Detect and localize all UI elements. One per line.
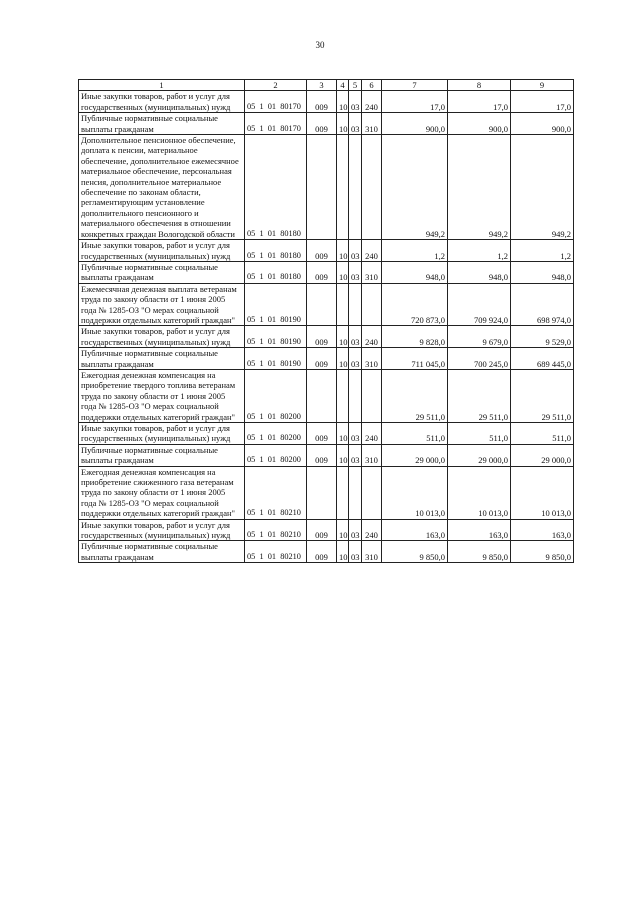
row-ministry-cell: 009	[307, 444, 337, 466]
row-amount-year2-cell: 10 013,0	[448, 466, 511, 519]
row-amount-year3-cell: 900,0	[511, 113, 574, 135]
row-code-cell: 05 1 01 80200	[245, 369, 307, 422]
table-row	[79, 135, 574, 240]
table-row	[79, 261, 574, 283]
row-section-cell: 10	[337, 91, 349, 113]
col-header: 7	[382, 80, 448, 91]
row-name-cell: Ежегодная денежная компенсация на приобретение твердого топлива ветеранам труда по закону области от 1 июня 2005 года № 1285-ОЗ "О мерах социальной поддержки отдельных категорий граждан"	[79, 369, 245, 422]
table-row	[79, 444, 574, 466]
row-expense-type-cell: 240	[362, 423, 382, 445]
row-subsection-cell: 03	[349, 348, 362, 370]
row-subsection-cell: 03	[349, 91, 362, 113]
budget-table	[78, 79, 574, 563]
row-amount-year1-cell: 511,0	[382, 423, 448, 445]
row-expense-type-cell	[362, 283, 382, 326]
row-ministry-cell	[307, 369, 337, 422]
row-section-cell	[337, 283, 349, 326]
table-row	[79, 519, 574, 541]
row-ministry-cell: 009	[307, 423, 337, 445]
row-amount-year3-cell: 1,2	[511, 240, 574, 262]
row-subsection-cell	[349, 135, 362, 240]
table-row	[79, 423, 574, 445]
row-amount-year2-cell: 948,0	[448, 261, 511, 283]
page-number: 30	[315, 40, 325, 50]
row-amount-year2-cell: 511,0	[448, 423, 511, 445]
row-subsection-cell: 03	[349, 113, 362, 135]
row-name-cell: Публичные нормативные социальные выплаты гражданам	[79, 261, 245, 283]
row-amount-year2-cell: 29 511,0	[448, 369, 511, 422]
row-code-cell: 05 1 01 80190	[245, 348, 307, 370]
row-ministry-cell: 009	[307, 240, 337, 262]
row-code-cell: 05 1 01 80210	[245, 541, 307, 563]
row-amount-year3-cell: 689 445,0	[511, 348, 574, 370]
row-section-cell	[337, 135, 349, 240]
row-amount-year2-cell: 709 924,0	[448, 283, 511, 326]
row-amount-year3-cell: 29 511,0	[511, 369, 574, 422]
row-subsection-cell: 03	[349, 541, 362, 563]
row-name-cell: Иные закупки товаров, работ и услуг для государственных (муниципальных) нужд	[79, 519, 245, 541]
row-amount-year3-cell: 163,0	[511, 519, 574, 541]
row-section-cell: 10	[337, 113, 349, 135]
row-code-cell: 05 1 01 80190	[245, 326, 307, 348]
row-expense-type-cell	[362, 466, 382, 519]
row-expense-type-cell: 240	[362, 240, 382, 262]
row-section-cell: 10	[337, 519, 349, 541]
row-expense-type-cell: 310	[362, 444, 382, 466]
col-header: 5	[349, 80, 362, 91]
col-header: 9	[511, 80, 574, 91]
row-amount-year1-cell: 17,0	[382, 91, 448, 113]
row-amount-year3-cell: 698 974,0	[511, 283, 574, 326]
row-amount-year2-cell: 900,0	[448, 113, 511, 135]
table-row	[79, 283, 574, 326]
row-ministry-cell: 009	[307, 113, 337, 135]
row-amount-year3-cell: 511,0	[511, 423, 574, 445]
row-expense-type-cell: 310	[362, 348, 382, 370]
row-expense-type-cell: 310	[362, 113, 382, 135]
table-row	[79, 326, 574, 348]
row-name-cell: Ежемесячная денежная выплата ветеранам труда по закону области от 1 июня 2005 года № 1285-ОЗ "О мерах социальной поддержки отдельных категорий граждан"	[79, 283, 245, 326]
row-name-cell: Публичные нормативные социальные выплаты гражданам	[79, 348, 245, 370]
row-name-cell: Публичные нормативные социальные выплаты гражданам	[79, 444, 245, 466]
row-ministry-cell	[307, 466, 337, 519]
row-name-cell: Публичные нормативные социальные выплаты гражданам	[79, 113, 245, 135]
row-amount-year1-cell: 29 000,0	[382, 444, 448, 466]
row-amount-year3-cell: 948,0	[511, 261, 574, 283]
row-ministry-cell: 009	[307, 541, 337, 563]
row-section-cell	[337, 369, 349, 422]
row-expense-type-cell: 240	[362, 91, 382, 113]
table-row	[79, 369, 574, 422]
row-name-cell: Иные закупки товаров, работ и услуг для государственных (муниципальных) нужд	[79, 91, 245, 113]
row-amount-year1-cell: 949,2	[382, 135, 448, 240]
row-expense-type-cell: 310	[362, 541, 382, 563]
row-ministry-cell: 009	[307, 519, 337, 541]
row-name-cell: Публичные нормативные социальные выплаты гражданам	[79, 541, 245, 563]
row-expense-type-cell: 240	[362, 519, 382, 541]
row-amount-year3-cell: 10 013,0	[511, 466, 574, 519]
row-amount-year2-cell: 17,0	[448, 91, 511, 113]
col-header: 3	[307, 80, 337, 91]
row-amount-year3-cell: 9 529,0	[511, 326, 574, 348]
col-header: 2	[245, 80, 307, 91]
row-name-cell: Иные закупки товаров, работ и услуг для государственных (муниципальных) нужд	[79, 326, 245, 348]
row-amount-year1-cell: 9 828,0	[382, 326, 448, 348]
row-code-cell: 05 1 01 80210	[245, 519, 307, 541]
row-name-cell: Ежегодная денежная компенсация на приобретение сжиженного газа ветеранам труда по закону области от 1 июня 2005 года № 1285-ОЗ "О мерах социальной поддержки отдельных категорий граждан"	[79, 466, 245, 519]
row-amount-year3-cell: 9 850,0	[511, 541, 574, 563]
row-subsection-cell: 03	[349, 261, 362, 283]
col-header: 6	[362, 80, 382, 91]
row-amount-year1-cell: 900,0	[382, 113, 448, 135]
row-amount-year3-cell: 29 000,0	[511, 444, 574, 466]
row-amount-year2-cell: 9 679,0	[448, 326, 511, 348]
table-body	[79, 91, 574, 563]
row-expense-type-cell	[362, 135, 382, 240]
row-subsection-cell: 03	[349, 519, 362, 541]
row-code-cell: 05 1 01 80200	[245, 423, 307, 445]
row-amount-year1-cell: 10 013,0	[382, 466, 448, 519]
row-amount-year2-cell: 29 000,0	[448, 444, 511, 466]
col-header: 1	[79, 80, 245, 91]
row-amount-year1-cell: 9 850,0	[382, 541, 448, 563]
row-amount-year1-cell: 29 511,0	[382, 369, 448, 422]
row-section-cell: 10	[337, 423, 349, 445]
col-header: 8	[448, 80, 511, 91]
row-amount-year2-cell: 163,0	[448, 519, 511, 541]
row-ministry-cell: 009	[307, 261, 337, 283]
row-code-cell: 05 1 01 80180	[245, 135, 307, 240]
row-code-cell: 05 1 01 80180	[245, 240, 307, 262]
row-section-cell: 10	[337, 326, 349, 348]
row-subsection-cell	[349, 369, 362, 422]
row-section-cell: 10	[337, 261, 349, 283]
table-row	[79, 348, 574, 370]
table-row	[79, 113, 574, 135]
row-amount-year2-cell: 949,2	[448, 135, 511, 240]
row-ministry-cell	[307, 283, 337, 326]
row-code-cell: 05 1 01 80180	[245, 261, 307, 283]
row-ministry-cell	[307, 135, 337, 240]
row-section-cell: 10	[337, 541, 349, 563]
row-subsection-cell: 03	[349, 423, 362, 445]
row-amount-year2-cell: 700 245,0	[448, 348, 511, 370]
row-amount-year2-cell: 9 850,0	[448, 541, 511, 563]
row-amount-year1-cell: 163,0	[382, 519, 448, 541]
row-subsection-cell: 03	[349, 240, 362, 262]
row-amount-year1-cell: 948,0	[382, 261, 448, 283]
row-code-cell: 05 1 01 80200	[245, 444, 307, 466]
row-amount-year2-cell: 1,2	[448, 240, 511, 262]
table-row	[79, 541, 574, 563]
row-section-cell: 10	[337, 240, 349, 262]
row-section-cell: 10	[337, 348, 349, 370]
row-name-cell: Иные закупки товаров, работ и услуг для государственных (муниципальных) нужд	[79, 240, 245, 262]
row-amount-year1-cell: 720 873,0	[382, 283, 448, 326]
table-row	[79, 466, 574, 519]
row-amount-year1-cell: 1,2	[382, 240, 448, 262]
row-subsection-cell	[349, 283, 362, 326]
row-code-cell: 05 1 01 80170	[245, 91, 307, 113]
row-name-cell: Иные закупки товаров, работ и услуг для государственных (муниципальных) нужд	[79, 423, 245, 445]
row-amount-year3-cell: 17,0	[511, 91, 574, 113]
row-expense-type-cell	[362, 369, 382, 422]
table-row	[79, 240, 574, 262]
row-subsection-cell: 03	[349, 326, 362, 348]
row-section-cell: 10	[337, 444, 349, 466]
row-subsection-cell	[349, 466, 362, 519]
row-amount-year3-cell: 949,2	[511, 135, 574, 240]
row-section-cell	[337, 466, 349, 519]
row-expense-type-cell: 310	[362, 261, 382, 283]
row-name-cell: Дополнительное пенсионное обеспечение, доплата к пенсии, материальное обеспечение, дополнительное ежемесячное материальное обеспечение, персональная пенсия, дополнительное материальное обеспечение по законам области, регламентирующим установление дополнительного пенсионного и материального обеспечения в отношении конкретных граждан Вологодской области	[79, 135, 245, 240]
row-ministry-cell: 009	[307, 91, 337, 113]
header-row	[79, 80, 574, 91]
row-subsection-cell: 03	[349, 444, 362, 466]
row-ministry-cell: 009	[307, 348, 337, 370]
col-header: 4	[337, 80, 349, 91]
row-amount-year1-cell: 711 045,0	[382, 348, 448, 370]
row-code-cell: 05 1 01 80210	[245, 466, 307, 519]
row-expense-type-cell: 240	[362, 326, 382, 348]
row-code-cell: 05 1 01 80170	[245, 113, 307, 135]
table-row	[79, 91, 574, 113]
row-ministry-cell: 009	[307, 326, 337, 348]
row-code-cell: 05 1 01 80190	[245, 283, 307, 326]
